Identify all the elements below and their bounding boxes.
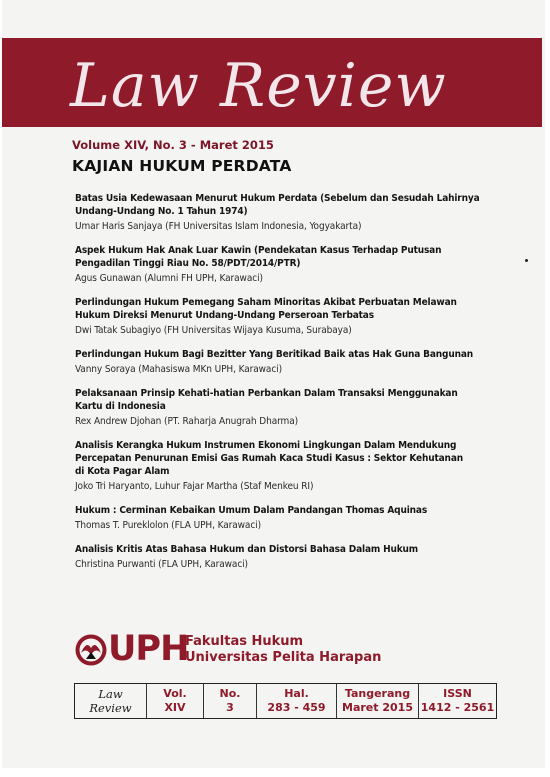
faculty-name: Fakultas Hukum [185,634,304,649]
article-title-line: Analisis Kritis Atas Bahasa Hukum dan Distorsi Bahasa Dalam Hukum [75,544,419,555]
publisher-logo [74,631,394,671]
article-author: Dwi Tatak Subagiyo (FH Universitas Wijaya Kusuma, Surabaya) [75,325,352,336]
article-entry [75,192,515,233]
article-entry [75,348,515,376]
issue-line: Volume XIV, No. 3 - Maret 2015 [72,138,274,152]
info-cell-issn: ISSN 1412 - 2561 [420,687,495,714]
info-cell-volume: Vol. XIV [147,684,204,718]
article-author: Vanny Soraya (Mahasiswa MKn UPH, Karawaci) [75,364,282,375]
info-cell-place-date: Tangerang Maret 2015 [337,684,419,718]
article-title-line: di Kota Pagar Alam [75,466,170,477]
article-author: Christina Purwanti (FLA UPH, Karawaci) [75,559,248,570]
article-entry [75,387,515,428]
journal-cover [2,0,545,768]
article-title-line: Percepatan Penurunan Emisi Gas Rumah Kaca Studi Kasus : Sektor Kehutanan [75,453,463,464]
article-list [75,192,515,582]
uph-eagle-emblem-icon [74,633,108,667]
journal-title: Law Review [70,51,447,121]
article-author: Thomas T. Pureklolon (FLA UPH, Karawaci) [75,520,261,531]
article-entry [75,439,515,493]
logo-wordmark: UPH [108,629,189,669]
article-author: Joko Tri Haryanto, Luhur Fajar Martha (Staf Menkeu RI) [75,481,314,492]
article-title-line: Undang-Undang No. 1 Tahun 1974) [75,206,248,217]
publication-info-table [74,683,497,719]
speck-mark [525,259,528,262]
article-title-line: Perlindungan Hukum Bagi Bezitter Yang Beritikad Baik atas Hak Guna Bangunan [75,349,474,360]
info-cell-journal: Law Review [75,684,147,718]
article-entry [75,296,515,337]
article-title-line: Perlindungan Hukum Pemegang Saham Minoritas Akibat Perbuatan Melawan [75,297,457,308]
article-entry [75,543,515,571]
article-title-line: Analisis Kerangka Hukum Instrumen Ekonomi Lingkungan Dalam Mendukung [75,440,457,451]
article-title-line: Aspek Hukum Hak Anak Luar Kawin (Pendekatan Kasus Terhadap Putusan [75,245,442,256]
article-author: Rex Andrew Djohan (PT. Raharja Anugrah Dharma) [75,416,299,427]
masthead-banner [2,38,542,127]
section-title: KAJIAN HUKUM PERDATA [72,157,292,175]
article-title-line: Hukum : Cerminan Kebaikan Umum Dalam Pandangan Thomas Aquinas [75,505,428,516]
info-cell-pages: Hal. 283 - 459 [257,684,337,718]
article-title-line: Hukum Direksi Menurut Undang-Undang Perseroan Terbatas [75,310,374,321]
article-author: Umar Haris Sanjaya (FH Universitas Islam Indonesia, Yogyakarta) [75,221,362,232]
article-author: Agus Gunawan (Alumni FH UPH, Karawaci) [75,273,263,284]
article-title-line: Pengadilan Tinggi Riau No. 58/PDT/2014/PTR) [75,258,301,269]
article-entry [75,504,515,532]
article-entry [75,244,515,285]
info-cell-number: No. 3 [204,684,257,718]
article-title-line: Pelaksanaan Prinsip Kehati-hatian Perbankan Dalam Transaksi Menggunakan [75,388,458,399]
university-name: Universitas Pelita Harapan [185,650,382,665]
article-title-line: Kartu di Indonesia [75,401,166,412]
article-title-line: Batas Usia Kedewasaan Menurut Hukum Perdata (Sebelum dan Sesudah Lahirnya [75,193,480,204]
